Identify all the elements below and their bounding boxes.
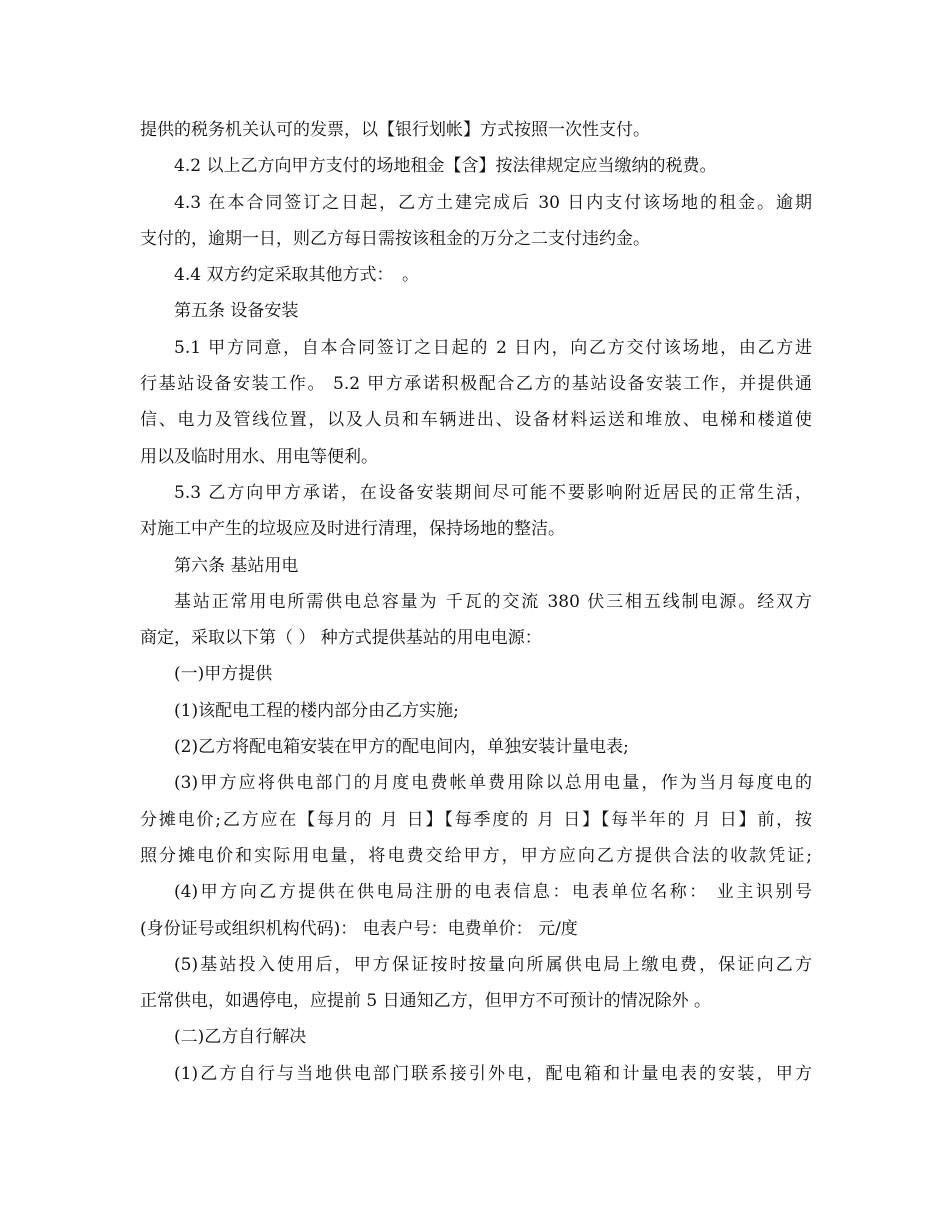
document-line: 5.1 甲方同意，自本合同签订之日起的 2 日内，向乙方交付该场地，由乙方进 — [174, 337, 812, 358]
document-line: 行基站设备安装工作。 5.2 甲方承诺积极配合乙方的基站设备安装工作，并提供通 — [140, 374, 812, 395]
document-line: 商定，采取以下第（ ） 种方式提供基站的用电电源： — [140, 628, 542, 649]
document-line: 4.3 在本合同签订之日起，乙方土建完成后 30 日内支付该场地的租金。逾期 — [174, 192, 812, 213]
document-line: 支付的，逾期一日，则乙方每日需按该租金的万分之二支付违约金。 — [140, 228, 650, 249]
document-line: (身份证号或组织机构代码)： 电表户号：电费单价： 元/度 — [140, 918, 578, 939]
document-line: (2)乙方将配电箱安装在甲方的配电间内，单独安装计量电表; — [174, 737, 629, 758]
document-line: 正常供电，如遇停电，应提前 5 日通知乙方，但甲方不可预计的情况除外 。 — [140, 991, 712, 1012]
document-body — [140, 112, 812, 1092]
document-line: (一)甲方提供 — [174, 664, 273, 685]
document-line: 第五条 设备安装 — [174, 301, 299, 322]
document-line: 5.3 乙方向甲方承诺，在设备安装期间尽可能不要影响附近居民的正常生活， — [174, 482, 812, 503]
document-line: (1)乙方自行与当地供电部门联系接引外电，配电箱和计量电表的安装，甲方 — [174, 1063, 812, 1084]
document-line: (二)乙方自行解决 — [174, 1027, 307, 1048]
document-line: 4.4 双方约定采取其他方式： 。 — [174, 265, 419, 286]
document-line: 提供的税务机关认可的发票，以【银行划帐】方式按照一次性支付。 — [140, 120, 650, 140]
document-line: 照分摊电价和实际用电量，将电费交给甲方，甲方应向乙方提供合法的收款凭证; — [140, 845, 812, 866]
document-line: (1)该配电工程的楼内部分由乙方实施; — [174, 700, 459, 721]
document-line: 分摊电价;乙方应在【每月的 月 日】【每季度的 月 日】【每半年的 月 日】前，按 — [140, 809, 812, 830]
document-line: (5)基站投入使用后，甲方保证按时按量向所属供电局上缴电费，保证向乙方 — [174, 954, 812, 975]
document-line: 基站正常用电所需供电总容量为 千瓦的交流 380 伏三相五线制电源。经双方 — [174, 591, 812, 612]
document-line: 信、电力及管线位置，以及人员和车辆进出、设备材料运送和堆放、电梯和楼道使 — [140, 410, 812, 431]
document-line: 对施工中产生的垃圾应及时进行清理，保持场地的整洁。 — [140, 519, 565, 540]
document-line: (4)甲方向乙方提供在供电局注册的电表信息：电表单位名称： 业主识别号 — [174, 882, 812, 903]
document-line: (3)甲方应将供电部门的月度电费帐单费用除以总用电量，作为当月每度电的 — [174, 773, 812, 794]
document-line: 用以及临时用水、用电等便利。 — [140, 446, 378, 467]
document-line: 第六条 基站用电 — [174, 555, 299, 576]
document-line: 4.2 以上乙方向甲方支付的场地租金【含】按法律规定应当缴纳的税费。 — [174, 156, 717, 177]
